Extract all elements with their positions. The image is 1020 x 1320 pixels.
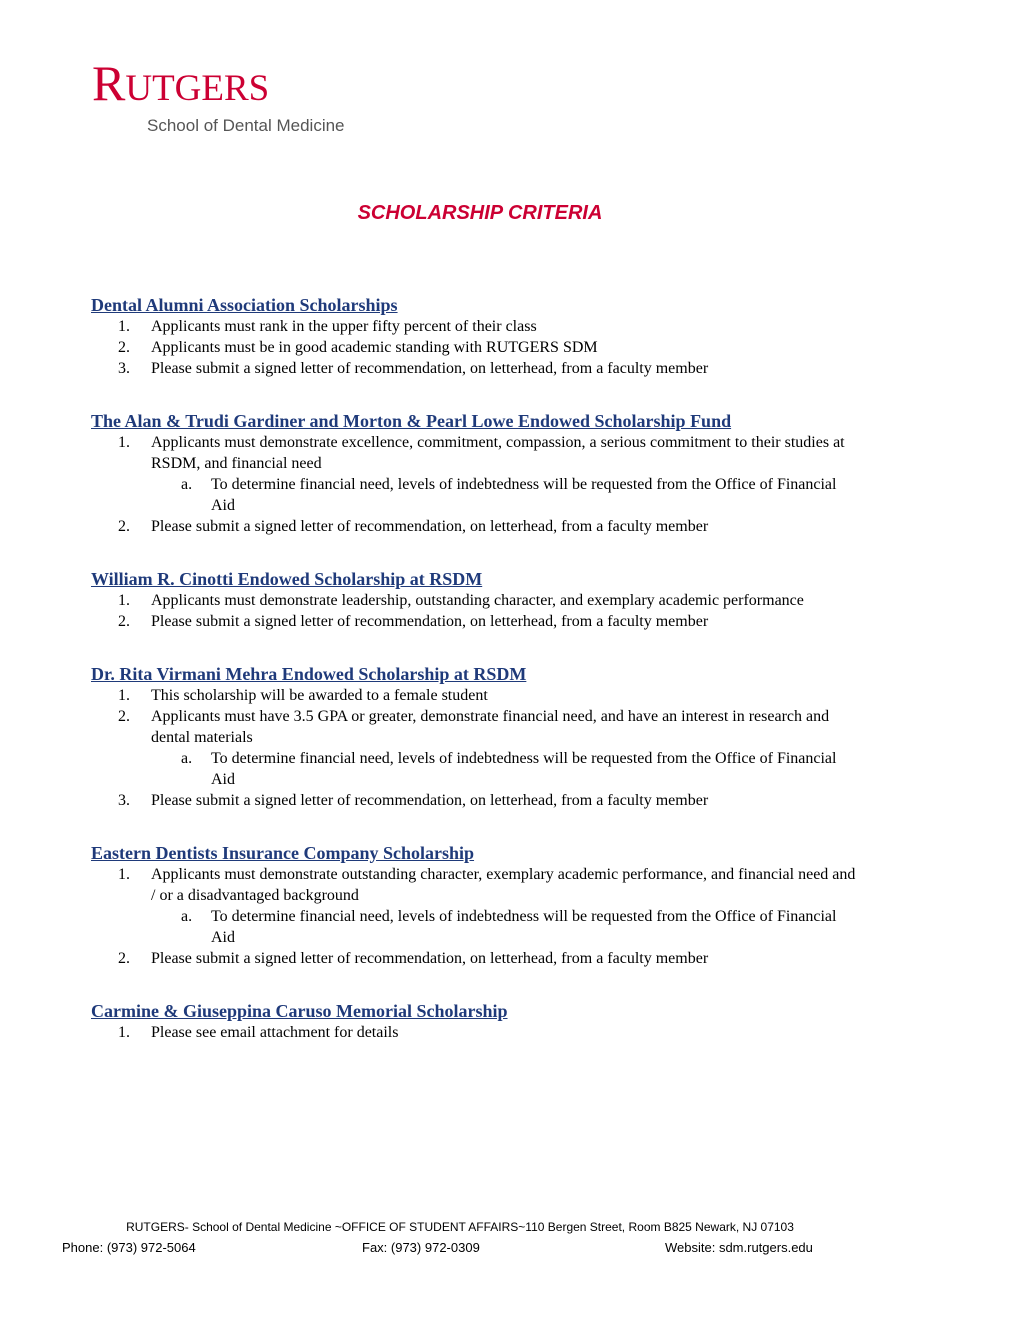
item-text: Applicants must demonstrate outstanding character, exemplary academic performance, and financial need and / or a disadvantaged background bbox=[151, 866, 856, 904]
item-text: Please submit a signed letter of recommendation, on letterhead, from a faculty member bbox=[151, 360, 709, 377]
criteria-subitem bbox=[91, 748, 891, 790]
section-title: Dr. Rita Virmani Mehra Endowed Scholarship at RSDM bbox=[91, 664, 527, 684]
item-number: 2. bbox=[118, 708, 130, 725]
criteria-item bbox=[91, 590, 891, 611]
item-number: a. bbox=[181, 476, 193, 493]
item-text: Applicants must demonstrate excellence, commitment, compassion, a serious commitment to their studies at RSDM, and financial need bbox=[151, 434, 845, 472]
page-footer bbox=[0, 1220, 1020, 1258]
criteria-item bbox=[91, 948, 891, 969]
criteria-item bbox=[91, 864, 891, 906]
footer-phone: Phone: (973) 972-5064 bbox=[62, 1240, 196, 1255]
scholarship-section bbox=[91, 410, 891, 537]
item-text: Applicants must demonstrate leadership, outstanding character, and exemplary academic performance bbox=[151, 592, 804, 609]
item-text: Please submit a signed letter of recommendation, on letterhead, from a faculty member bbox=[151, 518, 709, 535]
scholarship-section bbox=[91, 1000, 891, 1043]
criteria-item bbox=[91, 337, 891, 358]
page-title: SCHOLARSHIP CRITERIA bbox=[357, 202, 603, 224]
section-title: The Alan & Trudi Gardiner and Morton & Pearl Lowe Endowed Scholarship Fund bbox=[91, 411, 732, 431]
item-text: Applicants must have 3.5 GPA or greater, demonstrate financial need, and have an interest in research and dental materials bbox=[151, 708, 830, 746]
scholarship-section bbox=[91, 568, 891, 632]
footer-address: RUTGERS- School of Dental Medicine ~OFFICE OF STUDENT AFFAIRS~110 Bergen Street, Room B825 Newark, NJ 07103 bbox=[126, 1220, 794, 1234]
item-number: 1. bbox=[118, 1024, 130, 1041]
criteria-subitem bbox=[91, 906, 891, 948]
item-text: To determine financial need, levels of indebtedness will be requested from the Office of Financial Aid bbox=[211, 476, 837, 514]
criteria-item bbox=[91, 432, 891, 474]
item-number: 2. bbox=[118, 613, 130, 630]
criteria-item bbox=[91, 1022, 891, 1043]
criteria-item bbox=[91, 316, 891, 337]
item-number: 1. bbox=[118, 687, 130, 704]
item-number: 2. bbox=[118, 950, 130, 967]
scholarship-section bbox=[91, 663, 891, 811]
criteria-item bbox=[91, 685, 891, 706]
section-title: William R. Cinotti Endowed Scholarship at RSDM bbox=[91, 569, 483, 589]
section-title: Carmine & Giuseppina Caruso Memorial Scholarship bbox=[91, 1001, 508, 1021]
item-text: To determine financial need, levels of indebtedness will be requested from the Office of Financial Aid bbox=[211, 750, 837, 788]
item-text: This scholarship will be awarded to a female student bbox=[151, 687, 488, 704]
item-number: 2. bbox=[118, 518, 130, 535]
scholarship-list bbox=[91, 294, 891, 1074]
item-text: Please see email attachment for details bbox=[151, 1024, 399, 1041]
item-text: Please submit a signed letter of recommendation, on letterhead, from a faculty member bbox=[151, 792, 709, 809]
item-number: a. bbox=[181, 750, 193, 767]
scholarship-section bbox=[91, 842, 891, 969]
rutgers-logo bbox=[92, 55, 345, 136]
item-text: To determine financial need, levels of indebtedness will be requested from the Office of Financial Aid bbox=[211, 908, 837, 946]
criteria-item bbox=[91, 706, 891, 748]
item-number: 1. bbox=[118, 592, 130, 609]
item-number: 3. bbox=[118, 360, 130, 377]
item-number: a. bbox=[181, 908, 193, 925]
item-number: 1. bbox=[118, 434, 130, 451]
item-text: Please submit a signed letter of recommendation, on letterhead, from a faculty member bbox=[151, 613, 709, 630]
criteria-subitem bbox=[91, 474, 891, 516]
criteria-item bbox=[91, 358, 891, 379]
item-number: 1. bbox=[118, 866, 130, 883]
item-text: Please submit a signed letter of recommendation, on letterhead, from a faculty member bbox=[151, 950, 709, 967]
item-text: Applicants must be in good academic standing with RUTGERS SDM bbox=[151, 339, 598, 356]
footer-contact bbox=[0, 1240, 1020, 1258]
scholarship-section bbox=[91, 294, 891, 379]
footer-website: Website: sdm.rutgers.edu bbox=[665, 1240, 813, 1255]
section-title: Eastern Dentists Insurance Company Scholarship bbox=[91, 843, 475, 863]
footer-fax: Fax: (973) 972-0309 bbox=[362, 1240, 480, 1255]
item-number: 2. bbox=[118, 339, 130, 356]
logo-subtitle: School of Dental Medicine bbox=[147, 116, 345, 135]
item-number: 3. bbox=[118, 792, 130, 809]
criteria-item bbox=[91, 516, 891, 537]
section-title: Dental Alumni Association Scholarships bbox=[91, 295, 398, 315]
item-number: 1. bbox=[118, 318, 130, 335]
logo-wordmark: RUTGERS bbox=[92, 55, 270, 111]
criteria-item bbox=[91, 790, 891, 811]
criteria-item bbox=[91, 611, 891, 632]
item-text: Applicants must rank in the upper fifty percent of their class bbox=[151, 318, 537, 335]
